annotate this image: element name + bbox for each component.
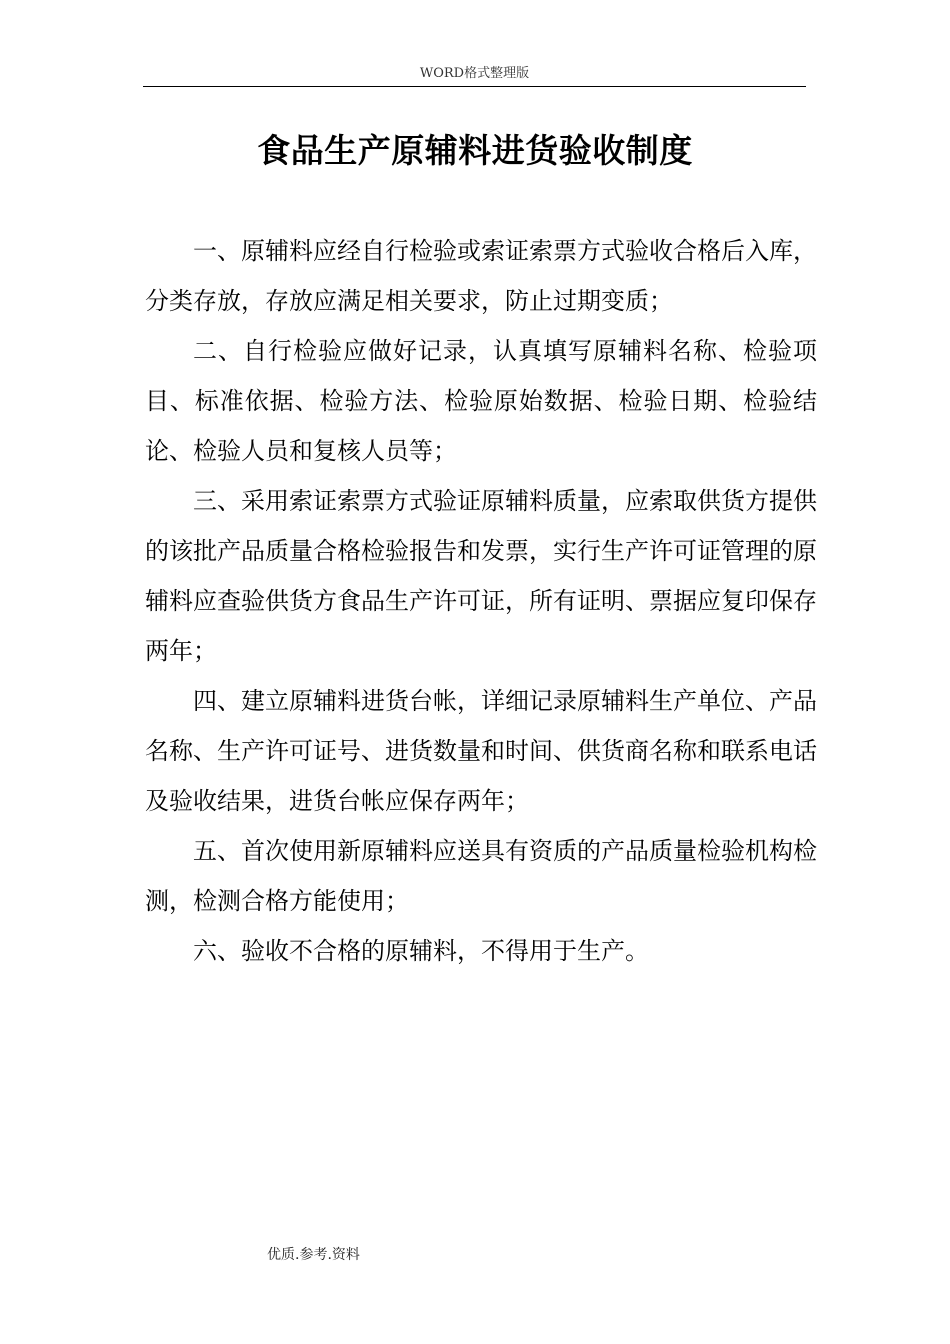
- document-body: [145, 226, 817, 976]
- paragraph-6: 六、验收不合格的原辅料，不得用于生产。: [193, 937, 649, 965]
- page-header: WORD格式整理版: [143, 62, 806, 87]
- paragraph-3: 三、采用索证索票方式验证原辅料质量，应索取供货方提供的该批产品质量合格检验报告和发票，实行生产许可证管理的原辅料应查验供货方食品生产许可证，所有证明、票据应复印保存两年；: [145, 487, 817, 665]
- paragraph-4: 四、建立原辅料进货台帐，详细记录原辅料生产单位、产品名称、生产许可证号、进货数量和时间、供货商名称和联系电话及验收结果，进货台帐应保存两年；: [145, 687, 817, 815]
- paragraph-5: 五、首次使用新原辅料应送具有资质的产品质量检验机构检测，检测合格方能使用；: [145, 837, 817, 915]
- paragraph-1: 一、原辅料应经自行检验或索证索票方式验收合格后入库，分类存放，存放应满足相关要求，防止过期变质；: [145, 237, 817, 315]
- paragraph-2: 二、自行检验应做好记录，认真填写原辅料名称、检验项目、标准依据、检验方法、检验原始数据、检验日期、检验结论、检验人员和复核人员等；: [145, 337, 817, 465]
- document-title: 食品生产原辅料进货验收制度: [257, 131, 693, 170]
- page-footer: 优质.参考.资料: [267, 1247, 360, 1263]
